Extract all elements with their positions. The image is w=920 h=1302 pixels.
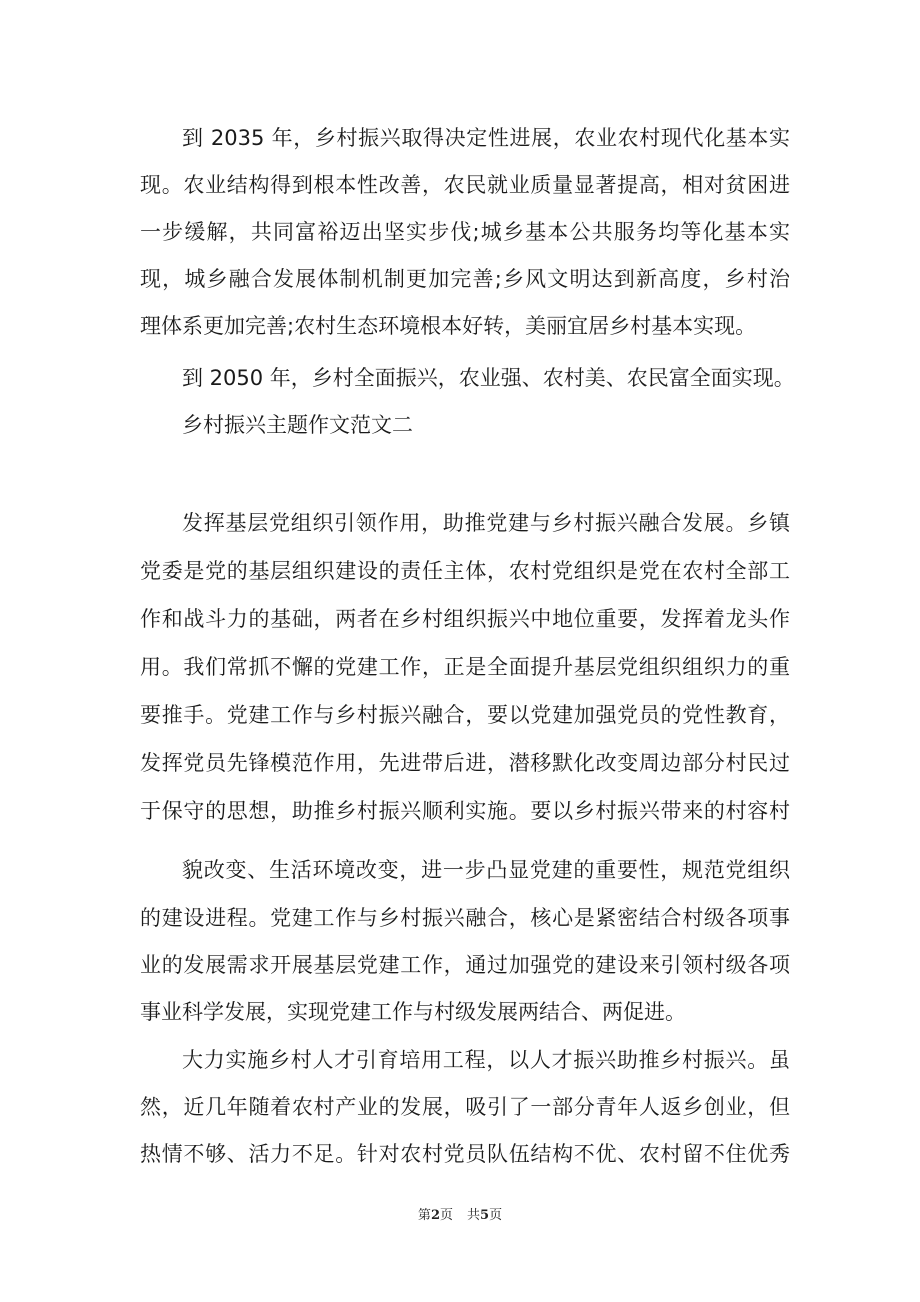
paragraph-line: 到 2050 年，乡村全面振兴，农业强、农村美、农民富全面实现。: [182, 366, 795, 390]
paragraph-line: 的建设进程。党建工作与乡村振兴融合，核心是紧密结合村级各项事: [140, 906, 790, 930]
page-prefix: 第: [417, 1208, 431, 1223]
paragraph-line: 用。我们常抓不懈的党建工作，正是全面提升基层党组织组织力的重: [140, 655, 790, 679]
paragraph-line: 貌改变、生活环境改变，进一步凸显党建的重要性，规范党组织: [182, 858, 790, 882]
paragraph-line: 理体系更加完善;农村生态环境根本好转，美丽宜居乡村基本实现。: [140, 314, 757, 338]
page-footer: [0, 1206, 920, 1226]
paragraph-line: 业的发展需求开展基层党建工作，通过加强党的建设来引领村级各项: [140, 953, 790, 977]
paragraph-line: 事业科学发展，实现党建工作与村级发展两结合、两促进。: [140, 1000, 686, 1024]
paragraph-line: 要推手。党建工作与乡村振兴融合，要以党建加强党员的党性教育，: [140, 703, 790, 727]
total-suffix: 页: [489, 1208, 503, 1223]
paragraph-line: 大力实施乡村人才引育培用工程，以人才振兴助推乡村振兴。虽: [182, 1048, 790, 1072]
paragraph-line: 到 2035 年，乡村振兴取得决定性进展，农业农村现代化基本实: [182, 126, 790, 150]
page-total: 5: [480, 1208, 490, 1223]
paragraph-line: 发挥党员先锋模范作用，先进带后进，潜移默化改变周边部分村民过: [140, 751, 790, 775]
paragraph-line: 发挥基层党组织引领作用，助推党建与乡村振兴融合发展。乡镇: [182, 511, 790, 535]
paragraph-line: 党委是党的基层组织建设的责任主体，农村党组织是党在农村全部工: [140, 559, 790, 583]
paragraph-line: 作和战斗力的基础，两者在乡村组织振兴中地位重要，发挥着龙头作: [140, 607, 790, 631]
page-suffix: 页: [439, 1208, 453, 1223]
paragraph-line: 一步缓解，共同富裕迈出坚实步伐;城乡基本公共服务均等化基本实: [140, 220, 790, 244]
page-number: 2: [430, 1208, 440, 1223]
paragraph-line: 然，近几年随着农村产业的发展，吸引了一部分青年人返乡创业，但: [140, 1095, 790, 1119]
paragraph-line: 于保守的思想，助推乡村振兴顺利实施。要以乡村振兴带来的村容村: [140, 799, 790, 823]
paragraph-line: 现，城乡融合发展体制机制更加完善;乡风文明达到新高度，乡村治: [140, 267, 790, 291]
paragraph-line: 热情不够、活力不足。针对农村党员队伍结构不优、农村留不住优秀: [140, 1142, 790, 1166]
paragraph-line: 现。农业结构得到根本性改善，农民就业质量显著提高，相对贫困进: [140, 173, 790, 197]
total-prefix: 共: [467, 1208, 481, 1223]
section-heading: 乡村振兴主题作文范文二: [182, 413, 413, 437]
